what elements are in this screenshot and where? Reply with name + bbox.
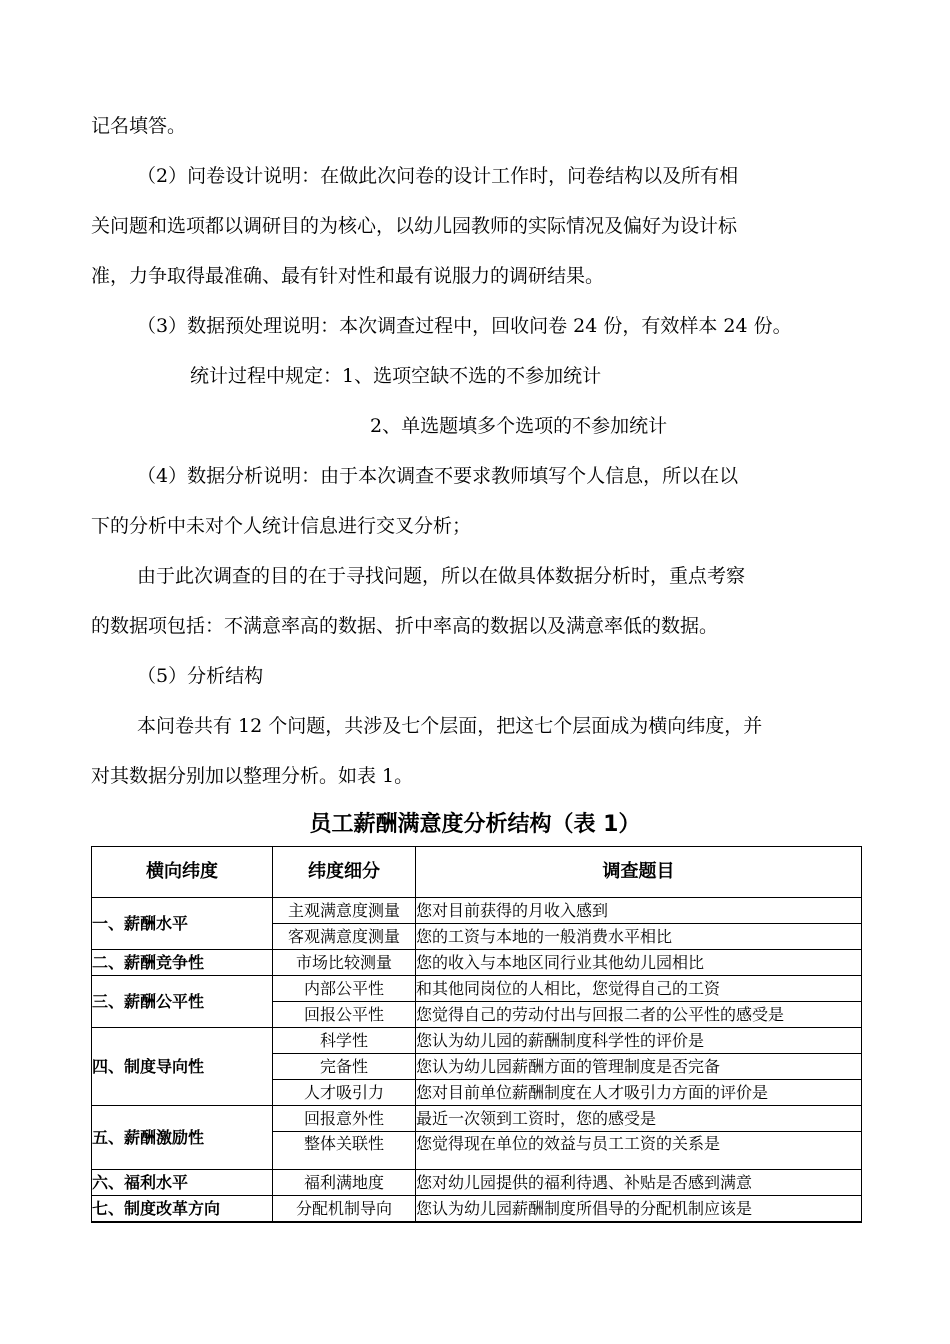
question-cell: 您对目前单位薪酬制度在人才吸引力方面的评价是 <box>416 1080 862 1106</box>
paragraph-line: 由于此次调查的目的在于寻找问题，所以在做具体数据分析时，重点考察 <box>137 565 746 587</box>
paragraph-line: 对其数据分别加以整理分析。如表 1。 <box>91 765 414 787</box>
paragraph-line: 的数据项包括：不满意率高的数据、折中率高的数据以及满意率低的数据。 <box>91 615 719 637</box>
paragraph-line: （4）数据分析说明：由于本次调查不要求教师填写个人信息，所以在以 <box>137 465 739 487</box>
question-cell: 您的收入与本地区同行业其他幼儿园相比 <box>416 950 862 976</box>
table-row <box>92 976 862 1002</box>
paragraph-line: 准，力争取得最准确、最有针对性和最有说服力的调研结果。 <box>91 265 605 287</box>
table-row <box>92 950 862 976</box>
paragraph-line: （5）分析结构 <box>137 665 264 687</box>
sub-dimension-cell: 福利满地度 <box>273 1170 416 1196</box>
paragraph-line: 本问卷共有 12 个问题，共涉及七个层面，把这七个层面成为横向纬度，并 <box>137 715 763 737</box>
question-cell: 最近一次领到工资时，您的感受是 <box>416 1106 862 1132</box>
question-cell: 您的工资与本地的一般消费水平相比 <box>416 924 862 950</box>
table-title: 员工薪酬满意度分析结构（表 1） <box>309 812 641 837</box>
dimension-cell: 四、制度导向性 <box>92 1028 273 1106</box>
question-cell: 您认为幼儿园的薪酬制度科学性的评价是 <box>416 1028 862 1054</box>
sub-dimension-cell: 客观满意度测量 <box>273 924 416 950</box>
header-dimension: 横向纬度 <box>92 847 273 898</box>
sub-dimension-cell: 回报意外性 <box>273 1106 416 1132</box>
table-header-row <box>92 847 862 898</box>
sub-dimension-cell: 主观满意度测量 <box>273 898 416 924</box>
table-row <box>92 1028 862 1054</box>
paragraph-line: 记名填答。 <box>91 115 187 137</box>
table-row <box>92 898 862 924</box>
question-cell: 您觉得现在单位的效益与员工工资的关系是 <box>416 1132 862 1170</box>
sub-dimension-cell: 人才吸引力 <box>273 1080 416 1106</box>
sub-dimension-cell: 回报公平性 <box>273 1002 416 1028</box>
sub-dimension-cell: 市场比较测量 <box>273 950 416 976</box>
question-cell: 您对目前获得的月收入感到 <box>416 898 862 924</box>
question-cell: 您认为幼儿园薪酬方面的管理制度是否完备 <box>416 1054 862 1080</box>
dimension-cell: 七、制度改革方向 <box>92 1196 273 1223</box>
header-sub-dimension: 纬度细分 <box>273 847 416 898</box>
sub-dimension-cell: 完备性 <box>273 1054 416 1080</box>
paragraph-line: 2、单选题填多个选项的不参加统计 <box>370 415 668 437</box>
salary-analysis-table <box>91 846 862 1223</box>
dimension-cell: 二、薪酬竞争性 <box>92 950 273 976</box>
question-cell: 您认为幼儿园薪酬制度所倡导的分配机制应该是 <box>416 1196 862 1223</box>
paragraph-line: 下的分析中未对个人统计信息进行交叉分析； <box>91 515 472 537</box>
paragraph-line: 关问题和选项都以调研目的为核心，以幼儿园教师的实际情况及偏好为设计标 <box>91 215 738 237</box>
paragraph-line: （3）数据预处理说明：本次调查过程中，回收问卷 24 份，有效样本 24 份。 <box>137 315 792 337</box>
dimension-cell: 五、薪酬激励性 <box>92 1106 273 1170</box>
dimension-cell: 一、薪酬水平 <box>92 898 273 950</box>
question-cell: 您对幼儿园提供的福利待遇、补贴是否感到满意 <box>416 1170 862 1196</box>
dimension-cell: 三、薪酬公平性 <box>92 976 273 1028</box>
sub-dimension-cell: 内部公平性 <box>273 976 416 1002</box>
question-cell: 您觉得自己的劳动付出与回报二者的公平性的感受是 <box>416 1002 862 1028</box>
header-question: 调查题目 <box>416 847 862 898</box>
sub-dimension-cell: 整体关联性 <box>273 1132 416 1170</box>
sub-dimension-cell: 分配机制导向 <box>273 1196 416 1223</box>
paragraph-line: 统计过程中规定：1、选项空缺不选的不参加统计 <box>190 365 602 387</box>
paragraph-line: （2）问卷设计说明：在做此次问卷的设计工作时，问卷结构以及所有相 <box>137 165 739 187</box>
dimension-cell: 六、福利水平 <box>92 1170 273 1196</box>
table-row <box>92 1106 862 1132</box>
table-row <box>92 1170 862 1196</box>
table-row <box>92 1196 862 1223</box>
question-cell: 和其他同岗位的人相比，您觉得自己的工资 <box>416 976 862 1002</box>
sub-dimension-cell: 科学性 <box>273 1028 416 1054</box>
